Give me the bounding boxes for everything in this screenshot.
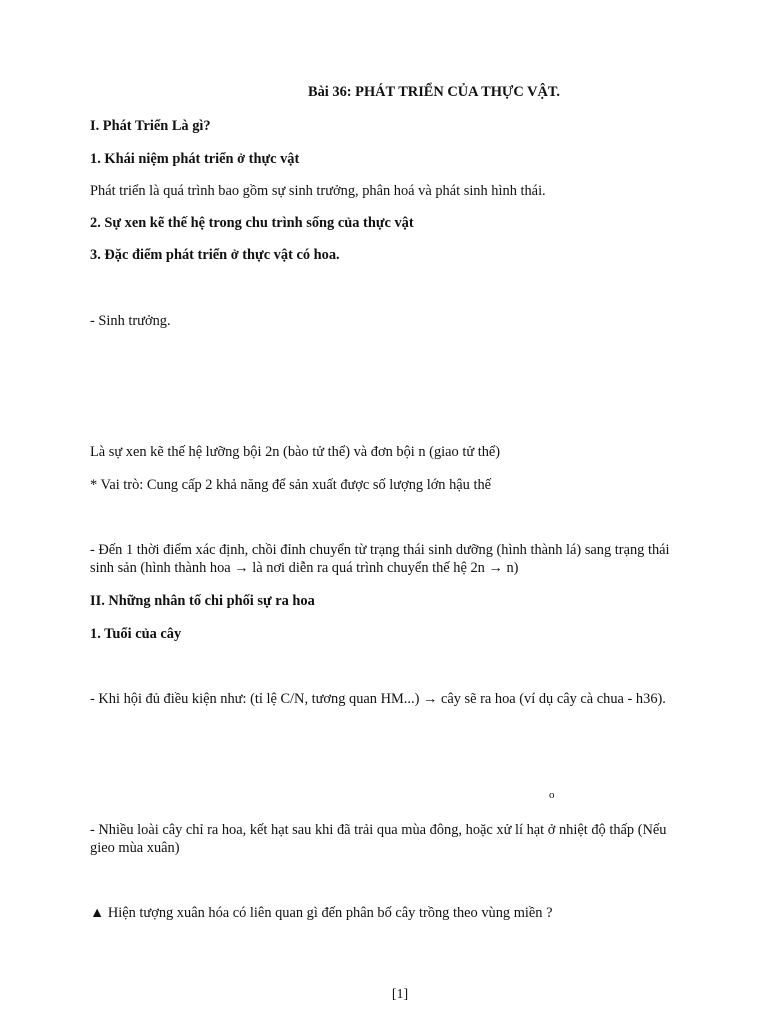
page-title: Bài 36: PHÁT TRIỂN CỦA THỰC VẬT. [307, 84, 560, 100]
vernalization-paragraph-line1: - Nhiều loài cây chỉ ra hoa, kết hạt sau khi đã trải qua mùa đông, hoặc xử lí hạt ở nhiệt độ thấp (Nếu [90, 822, 667, 838]
alternation-paragraph: Là sự xen kẽ thế hệ lưỡng bội 2n (bào tử thể) và đơn bội n (giao tử thể) [90, 444, 501, 460]
transition-paragraph-line1: - Đến 1 thời điểm xác định, chồi đỉnh chuyển từ trạng thái sinh dưỡng (hình thành lá) sang trạng thái [90, 542, 670, 558]
question-paragraph: ▲ Hiện tượng xuân hóa có liên quan gì đến phân bố cây trồng theo vùng miền ? [90, 905, 553, 921]
subheading-alternation: 2. Sự xen kẽ thế hệ trong chu trình sống của thực vật [90, 215, 414, 231]
transition-paragraph-line2: sinh sản (hình thành hoa → là nơi diễn ra quá trình chuyển thế hệ 2n → n) [90, 560, 519, 576]
role-paragraph: * Vai trò: Cung cấp 2 khả năng để sản xuất được số lượng lớn hậu thế [90, 477, 492, 493]
age-paragraph: - Khi hội đủ điều kiện như: (tỉ lệ C/N, tương quan HM...) → cây sẽ ra hoa (ví dụ cây cà chua - h36). [90, 691, 666, 707]
degree-mark: o [549, 789, 555, 801]
section-heading-2: II. Những nhân tố chi phối sự ra hoa [90, 593, 315, 609]
growth-item: - Sinh trưởng. [90, 313, 171, 329]
subheading-features: 3. Đặc điểm phát triển ở thực vật có hoa. [90, 247, 340, 263]
concept-paragraph: Phát triển là quá trình bao gồm sự sinh trưởng, phân hoá và phát sinh hình thái. [90, 183, 546, 199]
page-number: [1] [391, 987, 409, 1002]
section-heading-1: I. Phát Triển Là gì? [90, 118, 211, 134]
subheading-age: 1. Tuổi của cây [90, 626, 182, 642]
subheading-concept: 1. Khái niệm phát triển ở thực vật [90, 151, 300, 167]
vernalization-paragraph-line2: gieo mùa xuân) [90, 840, 180, 856]
